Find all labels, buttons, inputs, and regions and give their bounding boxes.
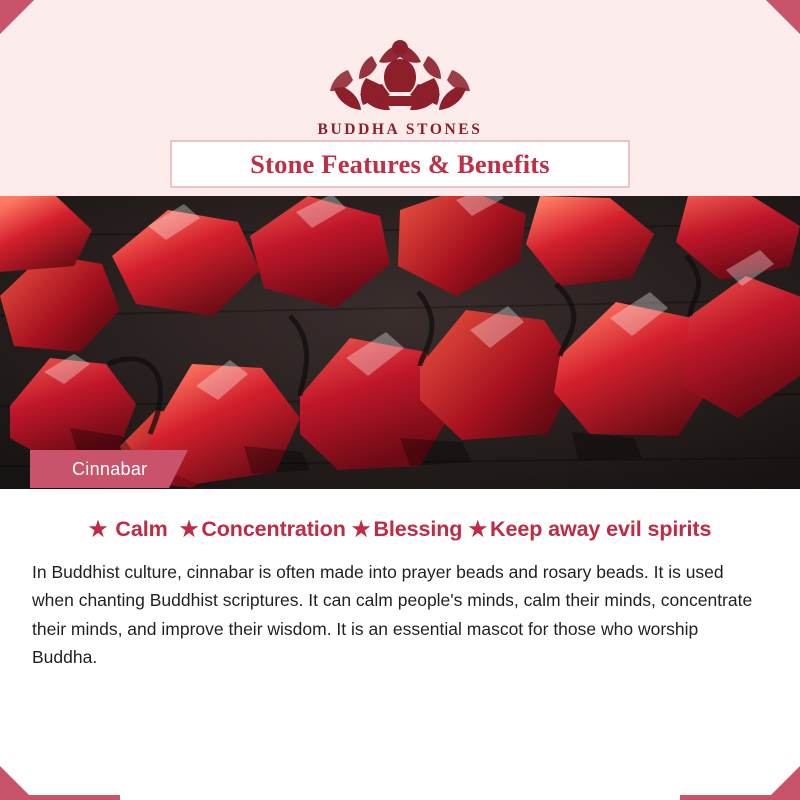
corner-accent-bottom-left [0,766,34,800]
corner-accent-top-left [0,0,34,34]
corner-accent-bottom-right [766,766,800,800]
star-icon: ★ [351,518,371,541]
star-icon: ★ [468,518,488,541]
brand-name: BUDDHA STONES [317,121,483,138]
benefit-label: Calm [115,517,168,541]
brand-block [0,26,800,139]
stone-name-tab [30,450,169,488]
benefit-item [180,517,346,542]
benefit-label: Keep away evil spirits [490,517,712,541]
benefits-list [32,517,768,542]
stone-photo [0,196,800,489]
benefit-item [352,517,463,542]
benefit-item [468,517,711,542]
page-title: Stone Features & Benefits [250,148,550,179]
stone-name: Cinnabar [72,458,148,479]
description-text: In Buddhist culture, cinnabar is often made into prayer beads and rosary beads. It is used when chanting Buddhist scriptures. It can calm people's minds, calm their minds, concentrate their minds, and improve their wisdom. It is an essential mascot for those who worship Buddha. [32,562,753,668]
star-icon: ★ [179,518,199,541]
lotus-meditation-icon [0,26,800,117]
benefit-item [89,517,168,542]
benefit-label: Blessing [373,517,463,541]
section-title-banner [170,140,630,188]
corner-accent-top-right [766,0,800,34]
star-icon: ★ [88,518,108,541]
content-area [0,489,800,800]
benefit-label: Concentration [201,517,346,541]
